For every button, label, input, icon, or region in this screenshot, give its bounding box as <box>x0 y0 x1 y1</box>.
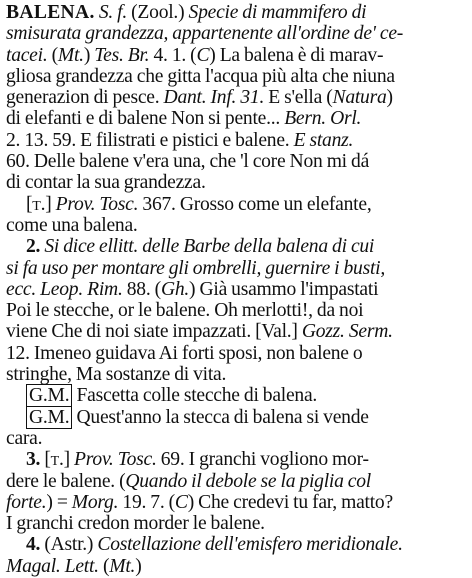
text-line: come una balena. <box>6 214 138 236</box>
text-line: Poi le stecche, or le balene. Oh merlotti!, da noi <box>6 300 364 322</box>
text-line: cara. <box>6 427 43 449</box>
text-line: di elefanti e di balene Non si pente... Bern. Orl. <box>6 108 362 130</box>
text-line: 60. Delle balene v'era una, che 'l core Non mi dá <box>6 151 370 173</box>
entry-paragraph-gm-1 <box>6 385 466 406</box>
text-line: G.M. Quest'anno la stecca di balena si vende <box>6 407 466 428</box>
text-line: 2. 13. 59. E filistrati e pistici e balene. E stanz. <box>6 129 354 151</box>
entry-paragraph-sense-2 <box>6 236 466 385</box>
text-line: I granchi credon morder le balene. <box>6 513 265 535</box>
entry-paragraph-sense-3 <box>6 449 466 534</box>
text-line: stringhe, Ma sostanze di vita. <box>6 364 227 386</box>
text-line: si fa uso per montare gli ombrelli, guernire i busti, <box>6 257 386 279</box>
text-line: [t.] Prov. Tosc. 367. Grosso come un elefante, <box>26 193 372 215</box>
text-line: smisurata grandezza, appartenente all'ordine de' ce- <box>6 23 404 45</box>
text-line: BALENA. S. f. (Zool.) Specie di mammifero di <box>6 2 367 23</box>
text-line: generazion di pesce. Dant. Inf. 31. E s'ella (Natura) <box>6 87 393 109</box>
text-line: forte.) = Morg. 19. 7. (C) Che credevi tu far, matto? <box>6 491 393 513</box>
dictionary-page <box>6 2 466 576</box>
text-line: 3. [t.] Prov. Tosc. 69. I granchi vogliono mor- <box>26 449 369 471</box>
entry-paragraph-main <box>6 2 466 194</box>
text-line: 12. Imeneo guidava Ai forti sposi, non balene o <box>6 342 363 364</box>
text-line: Magal. Lett. (Mt.) <box>6 555 142 577</box>
entry-paragraph-gm-2 <box>6 407 466 450</box>
text-line: di contar la sua grandezza. <box>6 172 206 194</box>
entry-paragraph-sense-4 <box>6 534 466 577</box>
text-line: viene Che di noi siate impazzati. [Val.] Gozz. Serm. <box>6 321 393 343</box>
text-line: G.M. Fascetta colle stecche di balena. <box>6 385 466 406</box>
entry-paragraph-proverb <box>6 194 466 237</box>
text-line: 4. (Astr.) Costellazione dell'emisfero meridionale. <box>26 534 403 556</box>
part-of-speech: S. f. <box>98 2 127 23</box>
headword: BALENA. <box>6 2 95 23</box>
text-line: tacei. (Mt.) Tes. Br. 4. 1. (C) La balena è di marav- <box>6 44 384 66</box>
text-line: 2. Si dice ellitt. delle Barbe della balena di cui <box>26 236 375 258</box>
text-line: ecc. Leop. Rim. 88. (Gh.) Già usammo l'impastati <box>6 278 379 300</box>
text-line: dere le balene. (Quando il debole se la piglia col <box>6 470 371 492</box>
text-line: gliosa grandezza che gitta l'acqua più alta che niuna <box>6 65 395 87</box>
domain-label: (Zool.) <box>131 2 185 23</box>
